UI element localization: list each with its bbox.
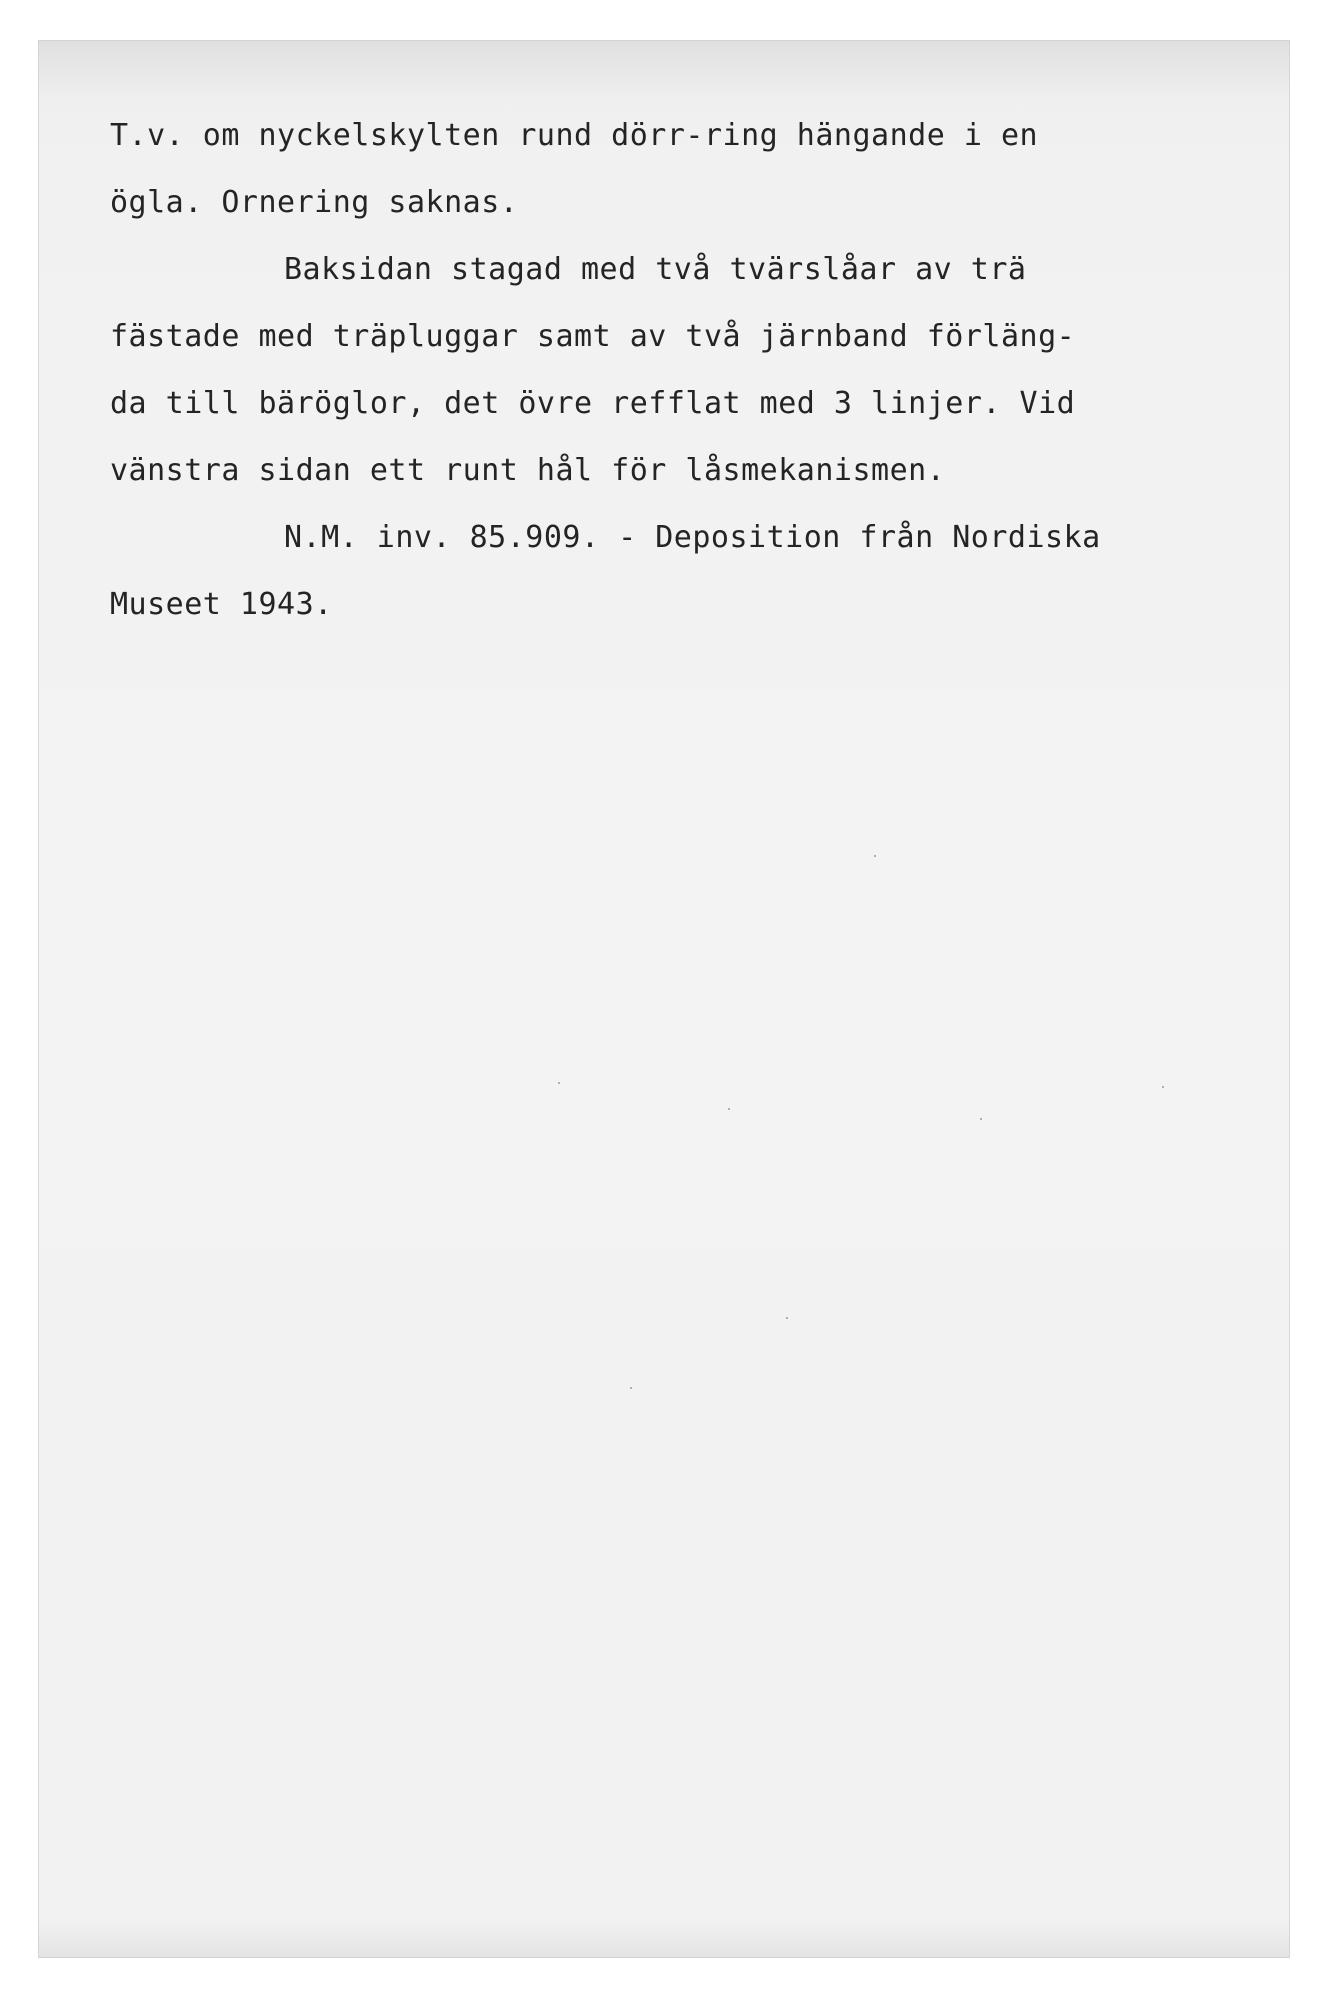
paper-speck (1162, 1086, 1164, 1088)
text-line-5: da till bäröglor, det övre refflat med 3 linjer. Vid (110, 386, 1076, 421)
text-line-4: fästade med träpluggar samt av två järnband förläng- (110, 319, 1076, 354)
card-top-shading (38, 40, 1290, 100)
paper-speck (630, 1387, 632, 1389)
card-bottom-shading (38, 1918, 1290, 1958)
paper-speck (980, 1118, 982, 1120)
text-line-3: Baksidan stagad med två tvärslåar av trä (284, 252, 1027, 287)
paper-speck (874, 855, 876, 857)
text-line-1: T.v. om nyckelskylten rund dörr-ring hängande i en (110, 118, 1039, 153)
text-line-8: Museet 1943. (110, 587, 333, 622)
index-card (38, 40, 1290, 1958)
text-line-2: ögla. Ornering saknas. (110, 185, 519, 220)
paper-speck (786, 1317, 788, 1319)
paper-speck (558, 1082, 560, 1084)
text-line-6: vänstra sidan ett runt hål för låsmekanismen. (110, 453, 946, 488)
paper-speck (728, 1108, 730, 1110)
typewritten-text (110, 102, 1270, 638)
text-line-7: N.M. inv. 85.909. - Deposition från Nordiska (284, 520, 1101, 555)
